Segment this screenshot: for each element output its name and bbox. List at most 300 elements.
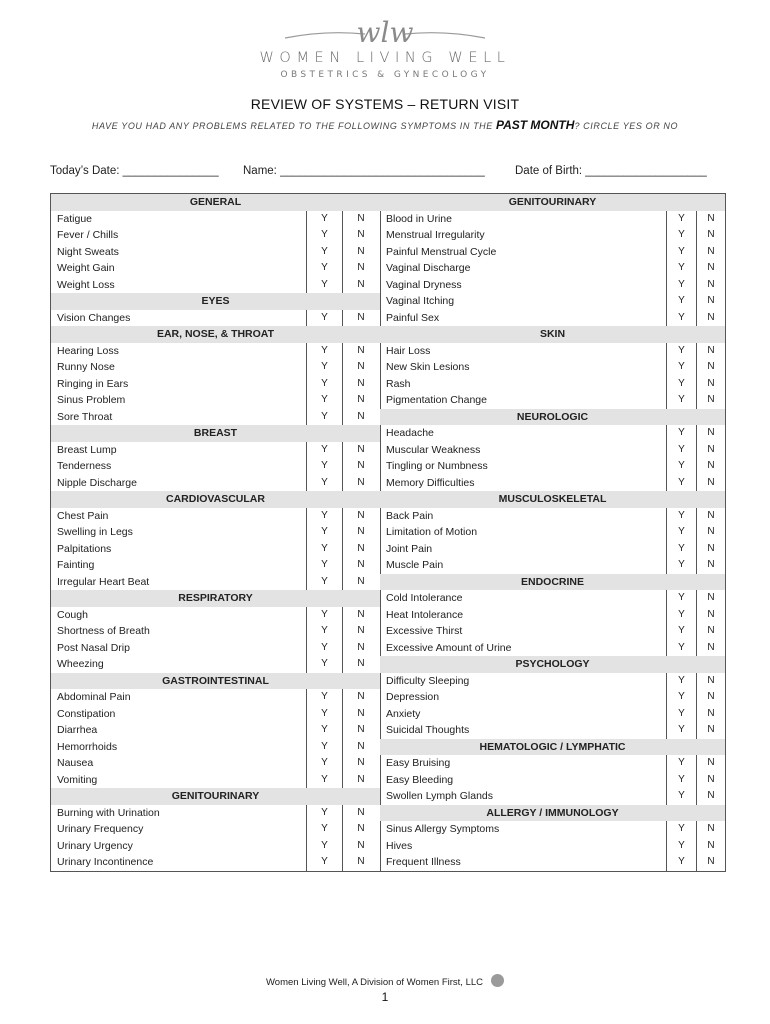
no-option[interactable]: N: [696, 557, 725, 574]
symptom-label: Vaginal Discharge: [386, 262, 471, 274]
section-header-ear-nose-throat: EAR, NOSE, & THROAT: [51, 326, 380, 343]
yes-option[interactable]: Y: [666, 673, 696, 690]
yes-option[interactable]: Y: [306, 821, 342, 838]
no-option[interactable]: N: [342, 310, 379, 327]
no-option[interactable]: N: [342, 557, 379, 574]
no-option[interactable]: N: [342, 475, 379, 492]
yes-option[interactable]: Y: [666, 755, 696, 772]
symptom-label: Constipation: [57, 707, 116, 720]
symptom-row: [51, 343, 380, 360]
yes-option[interactable]: Y: [306, 755, 342, 772]
symptom-row: [51, 772, 380, 789]
symptom-row: [380, 788, 725, 805]
monogram-text: wlw: [356, 16, 414, 49]
symptom-label: Swollen Lymph Glands: [386, 790, 493, 802]
no-option[interactable]: N: [342, 656, 379, 673]
yes-option[interactable]: Y: [666, 310, 696, 327]
section-header-genitourinary: GENITOURINARY: [380, 194, 725, 211]
symptom-label: Suicidal Thoughts: [386, 724, 470, 736]
symptom-label: Back Pain: [386, 509, 434, 522]
yes-option[interactable]: Y: [666, 722, 696, 739]
symptom-label: Frequent Illness: [386, 856, 461, 868]
symptom-label: Sore Throat: [57, 410, 113, 423]
symptom-label: Cold Intolerance: [386, 592, 463, 604]
instructions-before: HAVE YOU HAD ANY PROBLEMS RELATED TO THE FOLLOWING SYMPTOMS IN THE: [91, 121, 496, 131]
section-header-genitourinary: GENITOURINARY: [51, 788, 380, 805]
symptom-row: [51, 211, 380, 228]
yes-option[interactable]: Y: [306, 508, 342, 525]
symptom-row: [51, 706, 380, 723]
symptom-row: [51, 739, 380, 756]
no-option[interactable]: N: [342, 260, 379, 277]
no-option[interactable]: N: [696, 359, 725, 376]
no-option[interactable]: N: [696, 277, 725, 294]
symptom-label: Chest Pain: [57, 509, 109, 522]
symptom-row: [51, 755, 380, 772]
section-header-allergy-immunology: ALLERGY / IMMUNOLOGY: [380, 805, 725, 822]
yes-option[interactable]: Y: [666, 359, 696, 376]
no-option[interactable]: N: [342, 772, 379, 789]
symptom-row: [51, 805, 380, 822]
symptom-label: Fever / Chills: [57, 229, 119, 241]
section-header-hematologic-lymphatic: HEMATOLOGIC / LYMPHATIC: [380, 739, 725, 756]
symptom-row: [380, 772, 725, 789]
symptom-row: [380, 293, 725, 310]
symptom-row: [51, 277, 380, 294]
symptom-label: Breast Lump: [57, 443, 117, 456]
yes-option[interactable]: Y: [666, 590, 696, 607]
symptom-row: [380, 706, 725, 723]
yes-option[interactable]: Y: [666, 838, 696, 855]
symptom-label: Fatigue: [57, 212, 93, 225]
symptom-row: [51, 821, 380, 838]
symptom-label: Hair Loss: [386, 344, 431, 357]
symptom-row: [380, 821, 725, 838]
no-option[interactable]: N: [342, 392, 379, 409]
symptom-row: [380, 590, 725, 607]
symptom-label: Diarrhea: [57, 724, 98, 736]
symptom-row: [380, 673, 725, 690]
symptom-row: [51, 689, 380, 706]
yes-option[interactable]: Y: [306, 359, 342, 376]
section-header-general: GENERAL: [51, 194, 380, 211]
no-option[interactable]: N: [696, 838, 725, 855]
review-of-systems-table: [50, 193, 726, 872]
yes-option[interactable]: Y: [666, 524, 696, 541]
yes-option[interactable]: Y: [666, 623, 696, 640]
symptom-row: [51, 623, 380, 640]
yes-option[interactable]: Y: [666, 541, 696, 558]
symptom-row: [51, 392, 380, 409]
yes-option[interactable]: Y: [666, 277, 696, 294]
symptom-row: [51, 557, 380, 574]
symptom-label: Blood in Urine: [386, 212, 452, 225]
symptom-row: [51, 227, 380, 244]
symptom-label: Painful Sex: [386, 311, 440, 324]
symptom-row: [380, 755, 725, 772]
symptom-label: Headache: [386, 427, 434, 439]
symptom-label: Excessive Amount of Urine: [386, 641, 512, 654]
no-option[interactable]: N: [696, 260, 725, 277]
no-option[interactable]: N: [342, 376, 379, 393]
no-option[interactable]: N: [696, 442, 725, 459]
circle-icon: [491, 974, 504, 987]
no-option[interactable]: N: [342, 409, 379, 426]
yes-option[interactable]: Y: [306, 838, 342, 855]
yes-option[interactable]: Y: [306, 227, 342, 244]
section-header-musculoskeletal: MUSCULOSKELETAL: [380, 491, 725, 508]
symptom-row: [380, 277, 725, 294]
yes-option[interactable]: Y: [306, 557, 342, 574]
symptom-row: [380, 838, 725, 855]
yes-option[interactable]: Y: [306, 640, 342, 657]
yes-option[interactable]: Y: [306, 574, 342, 591]
yes-option[interactable]: Y: [666, 607, 696, 624]
yes-option[interactable]: Y: [306, 772, 342, 789]
no-option[interactable]: N: [342, 805, 379, 822]
symptom-row: [51, 260, 380, 277]
symptom-label: Ringing in Ears: [57, 377, 129, 390]
symptom-label: Urinary Frequency: [57, 823, 144, 835]
symptom-row: [51, 442, 380, 459]
yes-option[interactable]: Y: [666, 244, 696, 261]
symptom-label: Hives: [386, 839, 413, 852]
symptom-label: Painful Menstrual Cycle: [386, 245, 497, 258]
yes-option[interactable]: Y: [666, 475, 696, 492]
yes-option[interactable]: Y: [666, 854, 696, 871]
yes-option[interactable]: Y: [666, 211, 696, 228]
brand-subtitle: OBSTETRICS & GYNECOLOGY: [280, 70, 490, 80]
instructions-emphasis: PAST MONTH: [495, 118, 575, 132]
symptom-label: Weight Loss: [57, 278, 115, 291]
no-option[interactable]: N: [342, 211, 379, 228]
symptom-row: [51, 722, 380, 739]
no-option[interactable]: N: [342, 755, 379, 772]
no-option[interactable]: N: [696, 623, 725, 640]
no-option[interactable]: N: [696, 458, 725, 475]
name-field[interactable]: Name: ________________________________: [243, 165, 485, 177]
page-title: REVIEW OF SYSTEMS – RETURN VISIT: [250, 96, 520, 112]
yes-option[interactable]: Y: [306, 244, 342, 261]
yes-option[interactable]: Y: [666, 260, 696, 277]
symptom-row: [51, 244, 380, 261]
no-option[interactable]: N: [696, 244, 725, 261]
symptom-row: [380, 607, 725, 624]
no-option[interactable]: N: [696, 541, 725, 558]
yes-option[interactable]: Y: [306, 706, 342, 723]
no-option[interactable]: N: [696, 722, 725, 739]
yes-option[interactable]: Y: [306, 524, 342, 541]
yes-option[interactable]: Y: [666, 425, 696, 442]
symptom-label: Difficulty Sleeping: [386, 674, 470, 687]
symptom-row: [380, 227, 725, 244]
symptom-row: [380, 475, 725, 492]
symptom-label: Easy Bleeding: [386, 773, 454, 786]
no-option[interactable]: N: [342, 524, 379, 541]
no-option[interactable]: N: [342, 689, 379, 706]
symptom-label: Pigmentation Change: [386, 394, 487, 406]
section-header-respiratory: RESPIRATORY: [51, 590, 380, 607]
symptom-row: [380, 244, 725, 261]
symptom-row: [380, 854, 725, 871]
no-option[interactable]: N: [342, 442, 379, 459]
symptom-row: [380, 343, 725, 360]
symptom-row: [51, 640, 380, 657]
yes-option[interactable]: Y: [306, 343, 342, 360]
yes-option[interactable]: Y: [666, 821, 696, 838]
symptom-row: [51, 310, 380, 327]
yes-option[interactable]: Y: [306, 475, 342, 492]
yes-option[interactable]: Y: [306, 805, 342, 822]
section-header-breast: BREAST: [51, 425, 380, 442]
symptom-row: [51, 359, 380, 376]
no-option[interactable]: N: [696, 755, 725, 772]
symptom-label: Excessive Thirst: [386, 625, 463, 637]
symptom-label: Fainting: [57, 559, 95, 571]
no-option[interactable]: N: [696, 607, 725, 624]
no-option[interactable]: N: [696, 772, 725, 789]
symptom-row: [380, 442, 725, 459]
symptom-label: Urinary Incontinence: [57, 856, 154, 868]
symptom-label: Anxiety: [386, 707, 421, 720]
yes-option[interactable]: Y: [306, 277, 342, 294]
no-option[interactable]: N: [696, 673, 725, 690]
symptom-label: Tenderness: [57, 460, 112, 472]
symptom-row: [380, 640, 725, 657]
symptom-label: Weight Gain: [57, 262, 115, 274]
no-option[interactable]: N: [342, 244, 379, 261]
symptom-label: Joint Pain: [386, 542, 433, 555]
symptom-label: Sinus Problem: [57, 394, 126, 406]
yes-option[interactable]: Y: [666, 293, 696, 310]
yes-option[interactable]: Y: [666, 227, 696, 244]
yes-option[interactable]: Y: [306, 458, 342, 475]
yes-option[interactable]: Y: [306, 656, 342, 673]
no-option[interactable]: N: [696, 524, 725, 541]
symptom-row: [51, 574, 380, 591]
yes-option[interactable]: Y: [306, 722, 342, 739]
symptom-row: [380, 557, 725, 574]
no-option[interactable]: N: [696, 821, 725, 838]
section-header-endocrine: ENDOCRINE: [380, 574, 725, 591]
symptom-row: [51, 656, 380, 673]
symptom-label: Hearing Loss: [57, 344, 119, 357]
instructions: [0, 118, 770, 132]
symptom-row: [380, 376, 725, 393]
symptom-label: Depression: [386, 691, 440, 703]
symptom-label: Nipple Discharge: [57, 476, 137, 489]
yes-option[interactable]: Y: [666, 788, 696, 805]
yes-option[interactable]: Y: [306, 409, 342, 426]
symptom-row: [51, 524, 380, 541]
no-option[interactable]: N: [342, 854, 379, 871]
yes-option[interactable]: Y: [306, 392, 342, 409]
no-option[interactable]: N: [342, 541, 379, 558]
symptom-label: Heat Intolerance: [386, 608, 464, 621]
yes-option[interactable]: Y: [306, 854, 342, 871]
no-option[interactable]: N: [342, 607, 379, 624]
yes-option[interactable]: Y: [666, 343, 696, 360]
symptom-row: [380, 392, 725, 409]
symptom-label: Rash: [386, 377, 411, 390]
no-option[interactable]: N: [696, 788, 725, 805]
no-option[interactable]: N: [342, 343, 379, 360]
symptom-row: [380, 425, 725, 442]
no-option[interactable]: N: [696, 706, 725, 723]
section-header-cardiovascular: CARDIOVASCULAR: [51, 491, 380, 508]
no-option[interactable]: N: [342, 821, 379, 838]
symptom-label: Vaginal Dryness: [386, 278, 462, 291]
instructions-after: ? CIRCLE YES OR NO: [574, 121, 679, 131]
symptom-row: [380, 310, 725, 327]
yes-option[interactable]: Y: [666, 557, 696, 574]
yes-option[interactable]: Y: [666, 772, 696, 789]
no-option[interactable]: N: [696, 227, 725, 244]
no-option[interactable]: N: [342, 739, 379, 756]
no-option[interactable]: N: [342, 706, 379, 723]
yes-option[interactable]: Y: [306, 739, 342, 756]
symptom-label: Irregular Heart Beat: [57, 575, 150, 588]
symptom-label: Night Sweats: [57, 245, 119, 258]
section-header-gastrointestinal: GASTROINTESTINAL: [51, 673, 380, 690]
symptom-row: [380, 722, 725, 739]
symptom-label: Limitation of Motion: [386, 526, 478, 538]
section-header-psychology: PSYCHOLOGY: [380, 656, 725, 673]
symptom-row: [51, 854, 380, 871]
symptom-label: Nausea: [57, 757, 94, 769]
date-of-birth-field[interactable]: Date of Birth: ___________________: [515, 165, 707, 177]
yes-option[interactable]: Y: [666, 376, 696, 393]
symptom-label: New Skin Lesions: [386, 361, 470, 373]
left-column: [51, 194, 381, 871]
brand-logo: [0, 16, 770, 50]
symptom-label: Easy Bruising: [386, 757, 451, 769]
no-option[interactable]: N: [342, 574, 379, 591]
wlw-monogram-icon: [265, 16, 505, 50]
yes-option[interactable]: Y: [306, 260, 342, 277]
no-option[interactable]: N: [696, 343, 725, 360]
yes-option[interactable]: Y: [306, 623, 342, 640]
no-option[interactable]: N: [696, 508, 725, 525]
no-option[interactable]: N: [342, 640, 379, 657]
yes-option[interactable]: Y: [666, 706, 696, 723]
symptom-label: Wheezing: [57, 658, 104, 670]
yes-option[interactable]: Y: [306, 607, 342, 624]
symptom-label: Shortness of Breath: [57, 625, 150, 637]
symptom-label: Swelling in Legs: [57, 526, 133, 538]
yes-option[interactable]: Y: [666, 442, 696, 459]
symptom-row: [51, 458, 380, 475]
yes-option[interactable]: Y: [306, 376, 342, 393]
yes-option[interactable]: Y: [306, 310, 342, 327]
yes-option[interactable]: Y: [306, 541, 342, 558]
no-option[interactable]: N: [696, 640, 725, 657]
symptom-row: [380, 211, 725, 228]
no-option[interactable]: N: [696, 854, 725, 871]
footer-text: Women Living Well, A Division of Women First, LLC: [266, 977, 483, 988]
no-option[interactable]: N: [696, 376, 725, 393]
yes-option[interactable]: Y: [666, 458, 696, 475]
yes-option[interactable]: Y: [666, 392, 696, 409]
symptom-label: Hemorrhoids: [57, 740, 118, 753]
section-header-eyes: EYES: [51, 293, 380, 310]
section-header-skin: SKIN: [380, 326, 725, 343]
symptom-label: Vomiting: [57, 773, 98, 786]
no-option[interactable]: N: [342, 277, 379, 294]
symptom-row: [51, 541, 380, 558]
symptom-row: [380, 359, 725, 376]
symptom-row: [380, 623, 725, 640]
yes-option[interactable]: Y: [666, 689, 696, 706]
symptom-label: Menstrual Irregularity: [386, 229, 485, 241]
symptom-label: Muscular Weakness: [386, 443, 481, 456]
symptom-label: Urinary Urgency: [57, 839, 133, 852]
symptom-row: [51, 409, 380, 426]
yes-option[interactable]: Y: [666, 640, 696, 657]
no-option[interactable]: N: [342, 458, 379, 475]
symptom-label: Cough: [57, 608, 88, 621]
no-option[interactable]: N: [342, 227, 379, 244]
no-option[interactable]: N: [696, 689, 725, 706]
no-option[interactable]: N: [696, 211, 725, 228]
symptom-label: Runny Nose: [57, 361, 115, 373]
no-option[interactable]: N: [342, 838, 379, 855]
symptom-label: Palpitations: [57, 542, 112, 555]
symptom-row: [380, 260, 725, 277]
todays-date-field[interactable]: Today’s Date: _______________: [50, 165, 219, 177]
footer: [0, 974, 770, 988]
symptom-label: Muscle Pain: [386, 559, 444, 571]
symptom-label: Vaginal Itching: [386, 295, 455, 307]
no-option[interactable]: N: [342, 722, 379, 739]
symptom-row: [380, 508, 725, 525]
symptom-label: Memory Difficulties: [386, 476, 475, 489]
no-option[interactable]: N: [342, 623, 379, 640]
symptom-row: [380, 458, 725, 475]
no-option[interactable]: N: [696, 475, 725, 492]
symptom-row: [51, 475, 380, 492]
no-option[interactable]: N: [342, 508, 379, 525]
symptom-row: [380, 524, 725, 541]
brand-name: WOMEN LIVING WELL: [259, 50, 511, 66]
yes-option[interactable]: Y: [306, 442, 342, 459]
yes-option[interactable]: Y: [666, 508, 696, 525]
no-option[interactable]: N: [696, 590, 725, 607]
symptom-label: Tingling or Numbness: [386, 460, 488, 472]
symptom-row: [51, 838, 380, 855]
symptom-row: [380, 541, 725, 558]
yes-option[interactable]: Y: [306, 689, 342, 706]
no-option[interactable]: N: [696, 392, 725, 409]
symptom-row: [51, 508, 380, 525]
symptom-label: Abdominal Pain: [57, 691, 131, 703]
symptom-row: [51, 607, 380, 624]
page-number: 1: [381, 990, 389, 1004]
symptom-row: [380, 689, 725, 706]
section-header-neurologic: NEUROLOGIC: [380, 409, 725, 426]
symptom-label: Sinus Allergy Symptoms: [386, 823, 500, 835]
no-option[interactable]: N: [342, 359, 379, 376]
no-option[interactable]: N: [696, 310, 725, 327]
symptom-label: Post Nasal Drip: [57, 641, 130, 654]
yes-option[interactable]: Y: [306, 211, 342, 228]
symptom-label: Burning with Urination: [57, 806, 160, 819]
symptom-row: [51, 376, 380, 393]
no-option[interactable]: N: [696, 425, 725, 442]
right-column: [380, 194, 725, 871]
no-option[interactable]: N: [696, 293, 725, 310]
symptom-label: Vision Changes: [57, 311, 131, 324]
